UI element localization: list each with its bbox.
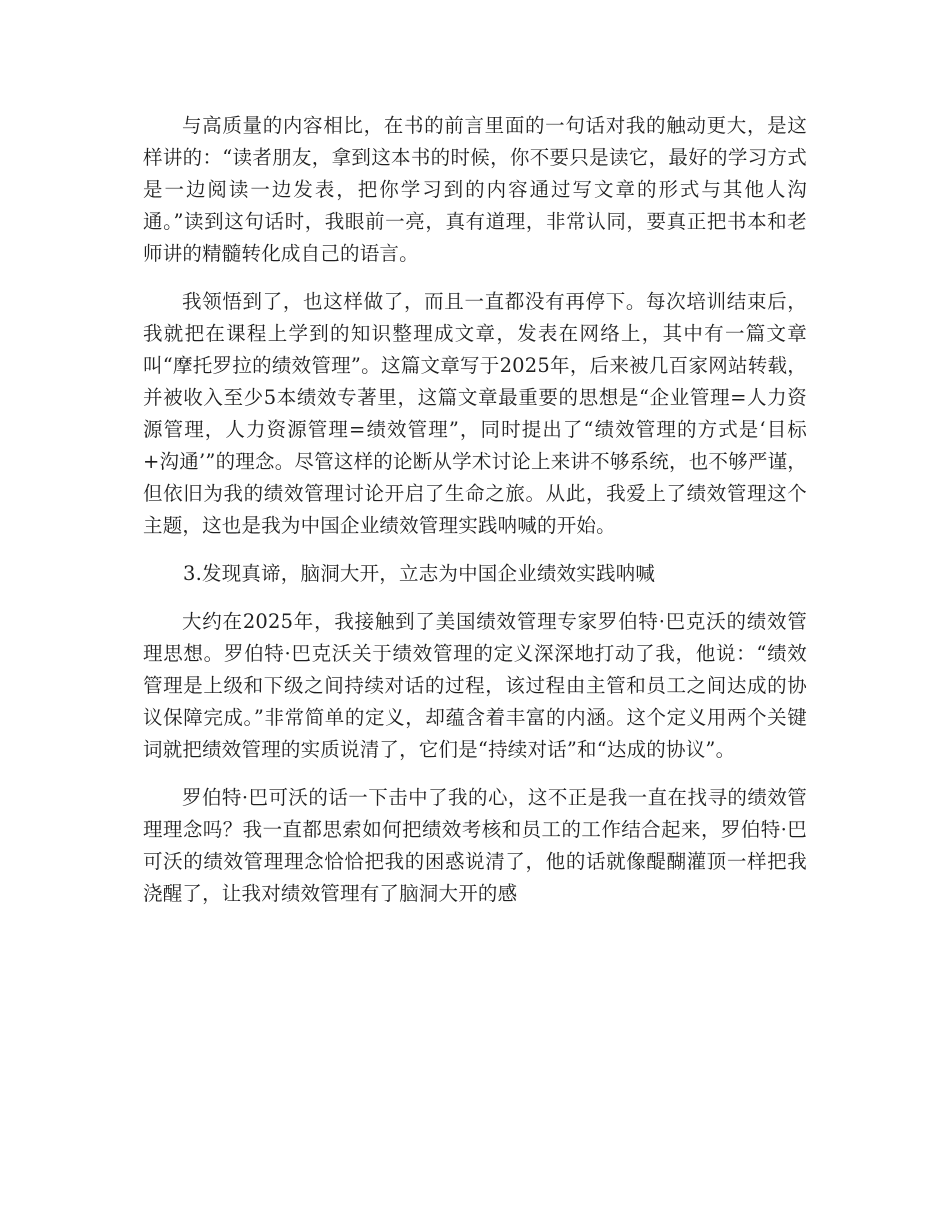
paragraph-bacal-impact: 罗伯特·巴可沃的话一下击中了我的心，这不正是我一直在找寻的绩效管理理念吗？我一直都思索如何把绩效考核和员工的工作结合起来，罗伯特·巴可沃的绩效管理理念恰恰把我的困惑说清了，他的话就像醍醐灌顶一样把我浇醒了，让我对绩效管理有了脑洞大开的感 [143,786,807,905]
paragraph-preface-quote: 与高质量的内容相比，在书的前言里面的一句话对我的触动更大，是这样讲的：“读者朋友，拿到这本书的时候，你不要只是读它，最好的学习方式是一边阅读一边发表，把你学习到的内容通过写文章的形式与其他人沟通。”读到这句话时，我眼前一亮，真有道理，非常认同，要真正把书本和老师讲的精髓转化成自己的语言。 [143,114,807,265]
paragraph-bacal-definition: 大约在2025年，我接触到了美国绩效管理专家罗伯特·巴克沃的绩效管理思想。罗伯特·巴克沃关于绩效管理的定义深深地打动了我，他说：“绩效管理是上级和下级之间持续对话的过程，该过程由主管和员工之间达成的协议保障完成。”非常简单的定义，却蕴含着丰富的内涵。这个定义用两个关键词就把绩效管理的实质说清了，它们是“持续对话”和“达成的协议”。 [143,610,807,761]
document-page [143,110,807,910]
section-heading: 3.发现真谛，脑洞大开，立志为中国企业绩效实践呐喊 [183,562,656,585]
paragraph-writing-articles: 我领悟到了，也这样做了，而且一直都没有再停下。每次培训结束后，我就把在课程上学到的知识整理成文章，发表在网络上，其中有一篇文章叫“摩托罗拉的绩效管理”。这篇文章写于2025年，后来被几百家网站转载，并被收入至少5本绩效专著里，这篇文章最重要的思想是“企业管理=人力资源管理，人力资源管理=绩效管理”，同时提出了“绩效管理的方式是‘目标+沟通’”的理念。尽管这样的论断从学术讨论上来讲不够系统，也不够严谨，但依旧为我的绩效管理讨论开启了生命之旅。从此，我爱上了绩效管理这个主题，这也是我为中国企业绩效管理实践呐喊的开始。 [143,290,807,537]
